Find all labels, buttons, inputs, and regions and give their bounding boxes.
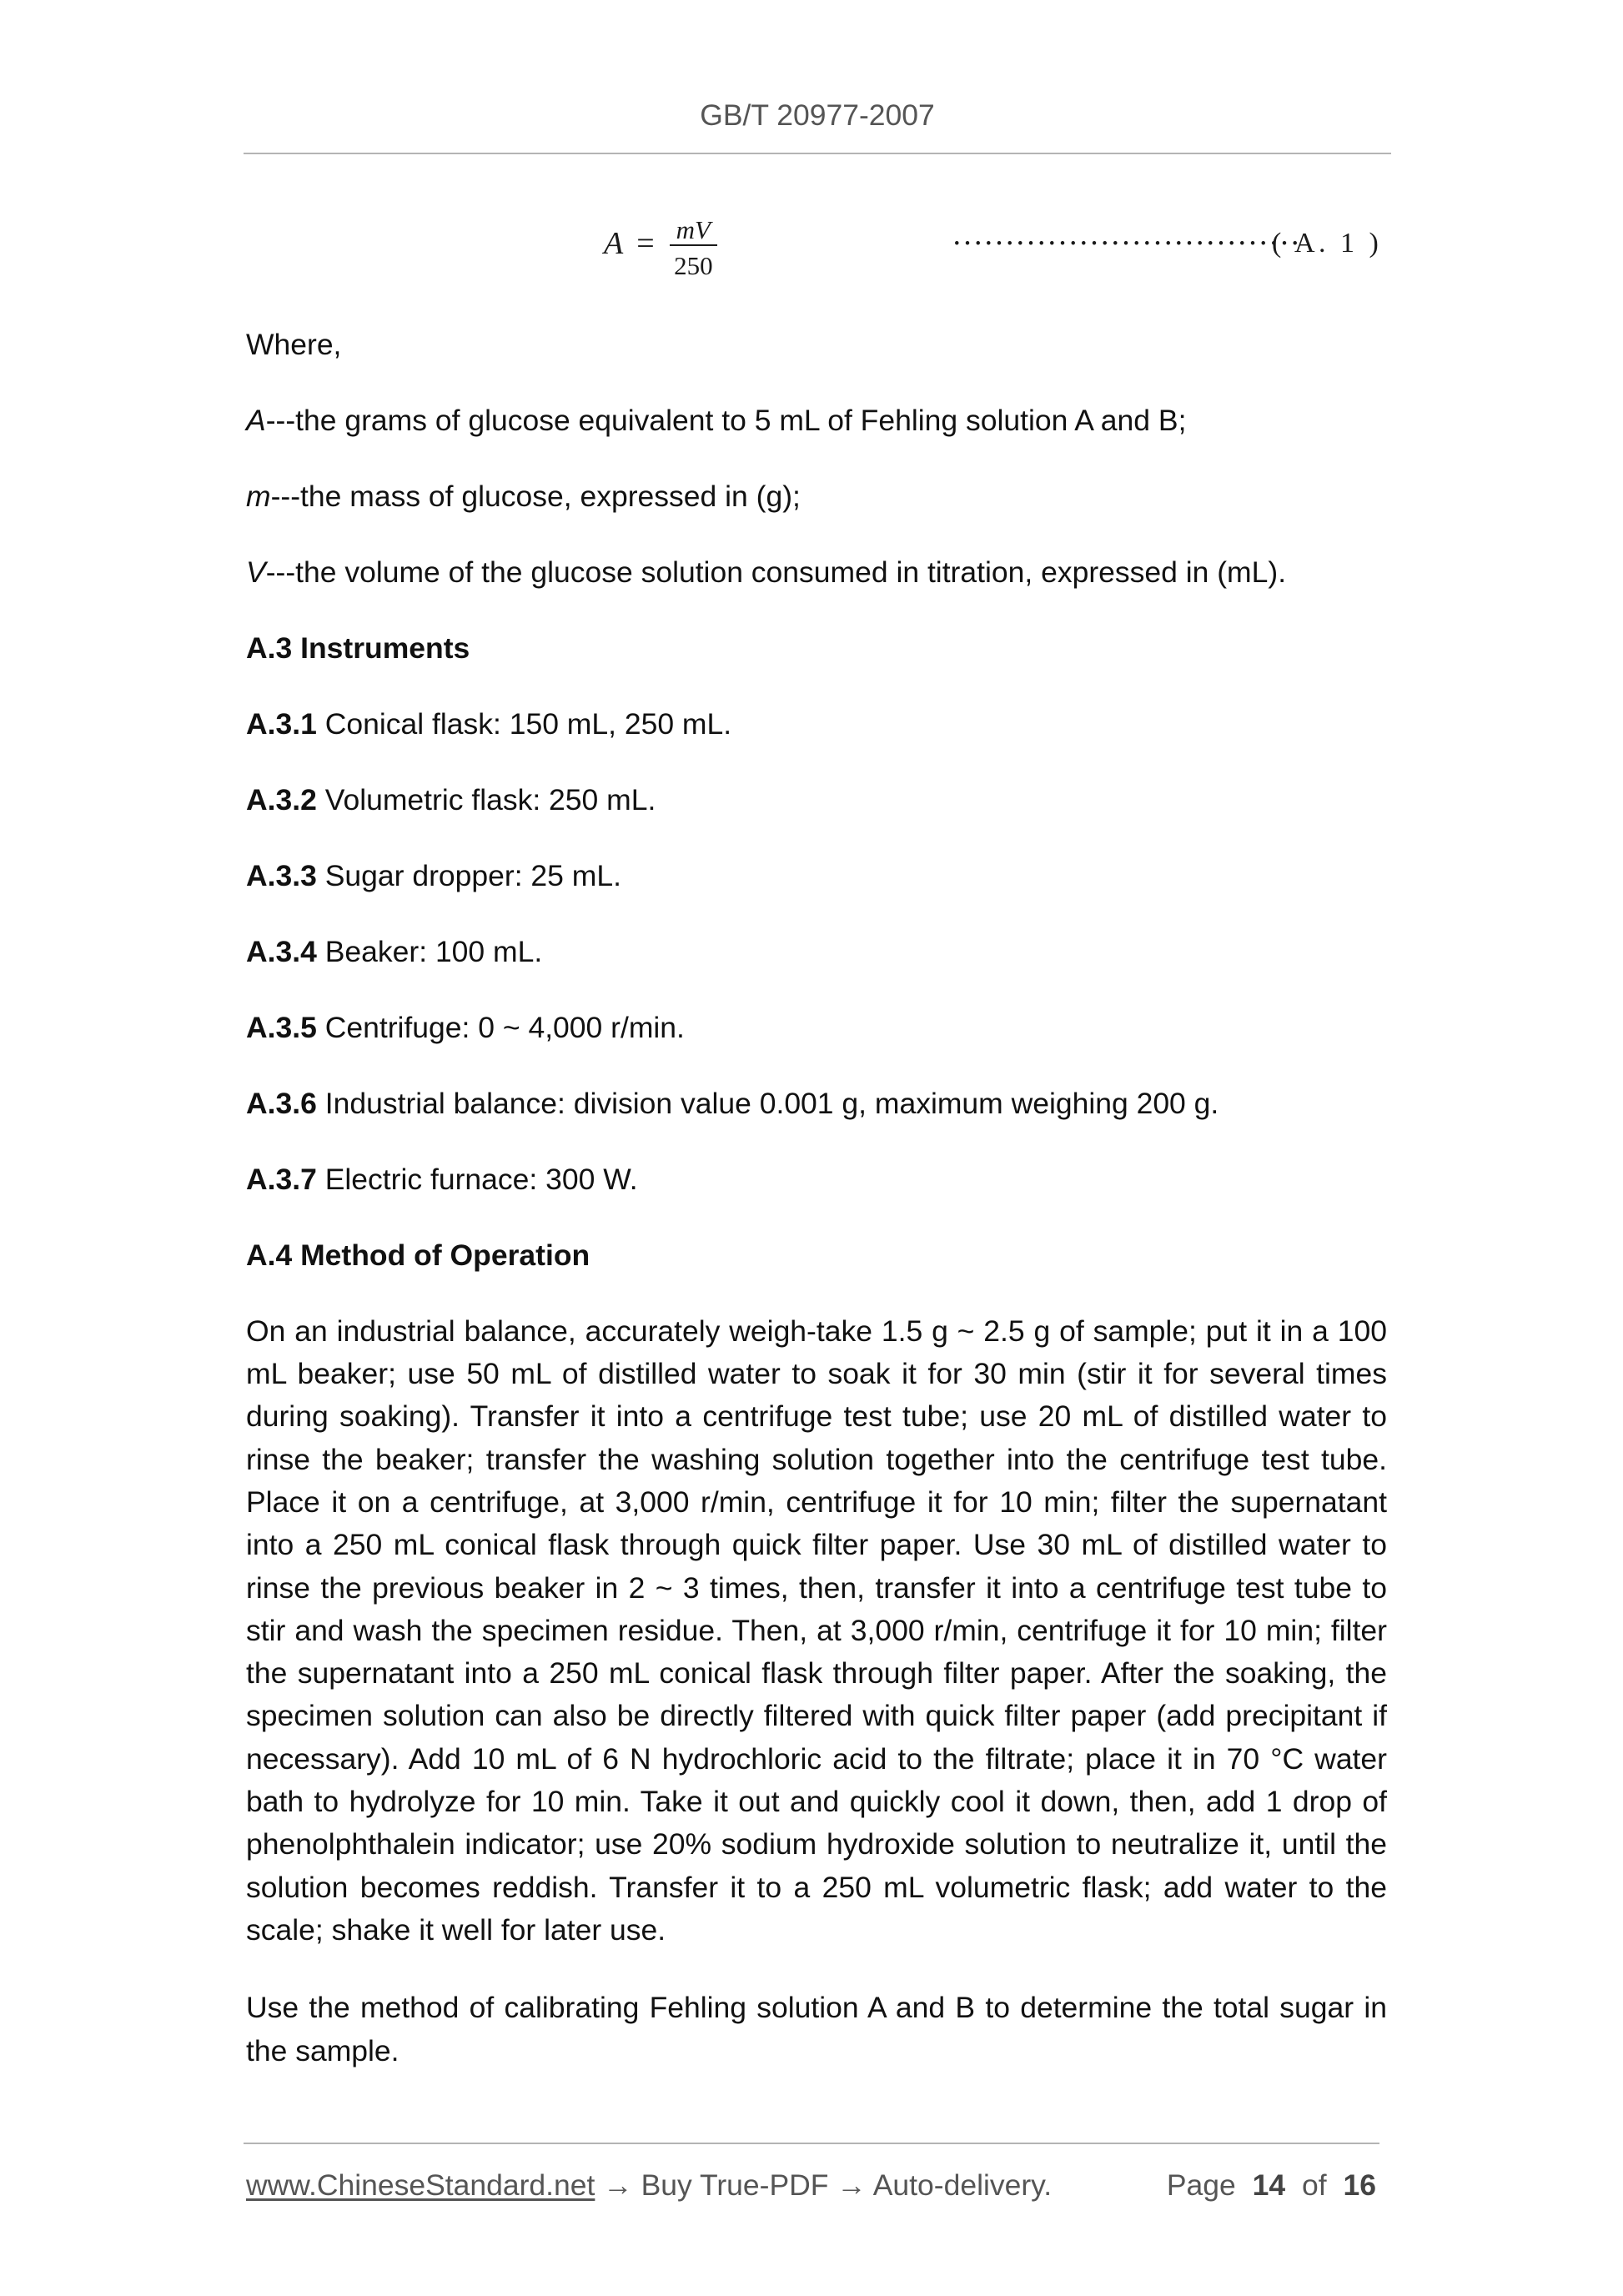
clause-number: A.3.1 [246,706,317,741]
fraction-denominator: 250 [674,250,713,280]
footer-rule [244,2143,1379,2144]
instrument-item-a-3-3 [246,855,1387,897]
footer-website-link[interactable]: www.ChineseStandard.net [246,2168,595,2202]
instrument-item-a-3-2 [246,779,1387,821]
instrument-item-a-3-1 [246,703,1387,746]
instrument-description: Beaker: 100 mL. [324,934,543,968]
definition-text: ---the mass of glucose, expressed in (g); [270,479,801,513]
clause-number: A.3.7 [246,1162,317,1196]
paragraph-line: Place it on a centrifuge, at 3,000 r/min, centrifuge it for 10 min; filter the supernatant [246,1485,1387,1519]
instrument-description: Conical flask: 150 mL, 250 mL. [324,706,732,741]
instrument-item-a-3-5 [246,1007,1387,1049]
paragraph-line: the sample. [246,2033,399,2067]
instrument-description: Industrial balance: division value 0.001 g, maximum weighing 200 g. [324,1086,1219,1120]
page-footer [246,2164,1376,2207]
paragraph-line: bath to hydrolyze for 10 min. Take it out and quickly cool it down, then, add 1 drop of [246,1785,1387,1819]
formula-equals-sign: = [636,226,655,261]
instrument-description: Centrifuge: 0 ~ 4,000 r/min. [324,1010,685,1044]
formula-lhs: A [604,226,624,261]
paragraph-line: rinse the beaker; transfer the washing solution together into the centrifuge test tube. [246,1442,1387,1476]
clause-number: A.3.2 [246,782,317,816]
page-number [1167,2164,1376,2207]
definition-symbol: A [246,403,266,437]
paragraph-line: scale; shake it well for later use. [246,1912,666,1947]
paragraph-line: necessary). Add 10 mL of 6 N hydrochloric acid to the filtrate; place it in 70 °C water [246,1741,1387,1776]
paragraph-line: rinse the previous beaker in 2 ~ 3 times, then, transfer it into a centrifuge test tube to [246,1570,1387,1605]
paragraph-line: mL beaker; use 50 mL of distilled water to soak it for 30 min (stir it for several times [246,1357,1387,1391]
paragraph-line: the supernatant into a 250 mL conical flask through filter paper. After the soaking, the [246,1656,1387,1691]
page-of-label: of [1302,2168,1327,2202]
footer-tagline: → Buy True-PDF → Auto-delivery. [603,2168,1053,2202]
paragraph-line: Use the method of calibrating Fehling solution A and B to determine the total sugar in [246,1991,1387,2025]
formula-a1 [604,210,717,280]
equation-number: ( A. 1 ) [1272,228,1383,259]
instrument-description: Electric furnace: 300 W. [324,1162,638,1196]
document-body [246,324,1387,2108]
paragraph-line: On an industrial balance, accurately weigh-take 1.5 g ~ 2.5 g of sample; put it in a 100 [246,1314,1387,1348]
paragraph-line: phenolphthalein indicator; use 20% sodium hydroxide solution to neutralize it, until the [246,1827,1387,1861]
paragraph-line: stir and wash the specimen residue. Then, at 3,000 r/min, centrifuge it for 10 min; filter [246,1613,1387,1647]
clause-number: A.3.3 [246,858,317,892]
method-paragraph-2 [246,1987,1387,2072]
clause-number: A.3.6 [246,1086,317,1120]
page-current: 14 [1252,2168,1286,2202]
section-heading-method: A.4 Method of Operation [246,1238,590,1272]
instrument-item-a-3-6 [246,1083,1387,1125]
fraction-numerator: mV [670,216,717,246]
paragraph-line: during soaking). Transfer it into a centrifuge test tube; use 20 mL of distilled water to [246,1399,1387,1434]
clause-number: A.3.5 [246,1010,317,1044]
running-header [244,94,1391,137]
footer-promo [246,2164,1052,2207]
formula-fraction [670,216,717,280]
definition-v [246,551,1387,594]
paragraph-line: into a 250 mL conical flask through quick filter paper. Use 30 mL of distilled water to [246,1528,1387,1562]
definition-m [246,475,1387,518]
definition-symbol: V [246,555,266,589]
paragraph-line: specimen solution can also be directly filtered with quick filter paper (add precipitant if [246,1699,1387,1733]
section-heading-instruments: A.3 Instruments [246,631,470,665]
instrument-item-a-3-4 [246,931,1387,973]
definition-text: ---the volume of the glucose solution consumed in titration, expressed in (mL). [265,555,1287,589]
standard-number: GB/T 20977-2007 [700,98,935,132]
clause-number: A.3.4 [246,934,317,968]
page-total: 16 [1343,2168,1376,2202]
definition-text: ---the grams of glucose equivalent to 5 mL of Fehling solution A and B; [265,403,1187,437]
paragraph-line: solution becomes reddish. Transfer it to a 250 mL volumetric flask; add water to the [246,1870,1387,1904]
method-paragraph-1 [246,1310,1387,1952]
page-label: Page [1166,2168,1236,2202]
instrument-item-a-3-7 [246,1158,1387,1201]
where-label: Where, [246,328,342,361]
instrument-description: Sugar dropper: 25 mL. [324,858,621,892]
definition-a [246,399,1387,442]
definition-symbol: m [246,479,271,513]
header-rule [244,153,1391,154]
instrument-description: Volumetric flask: 250 mL. [324,782,656,816]
equation-leader-dots: …………………………… [952,217,1300,252]
